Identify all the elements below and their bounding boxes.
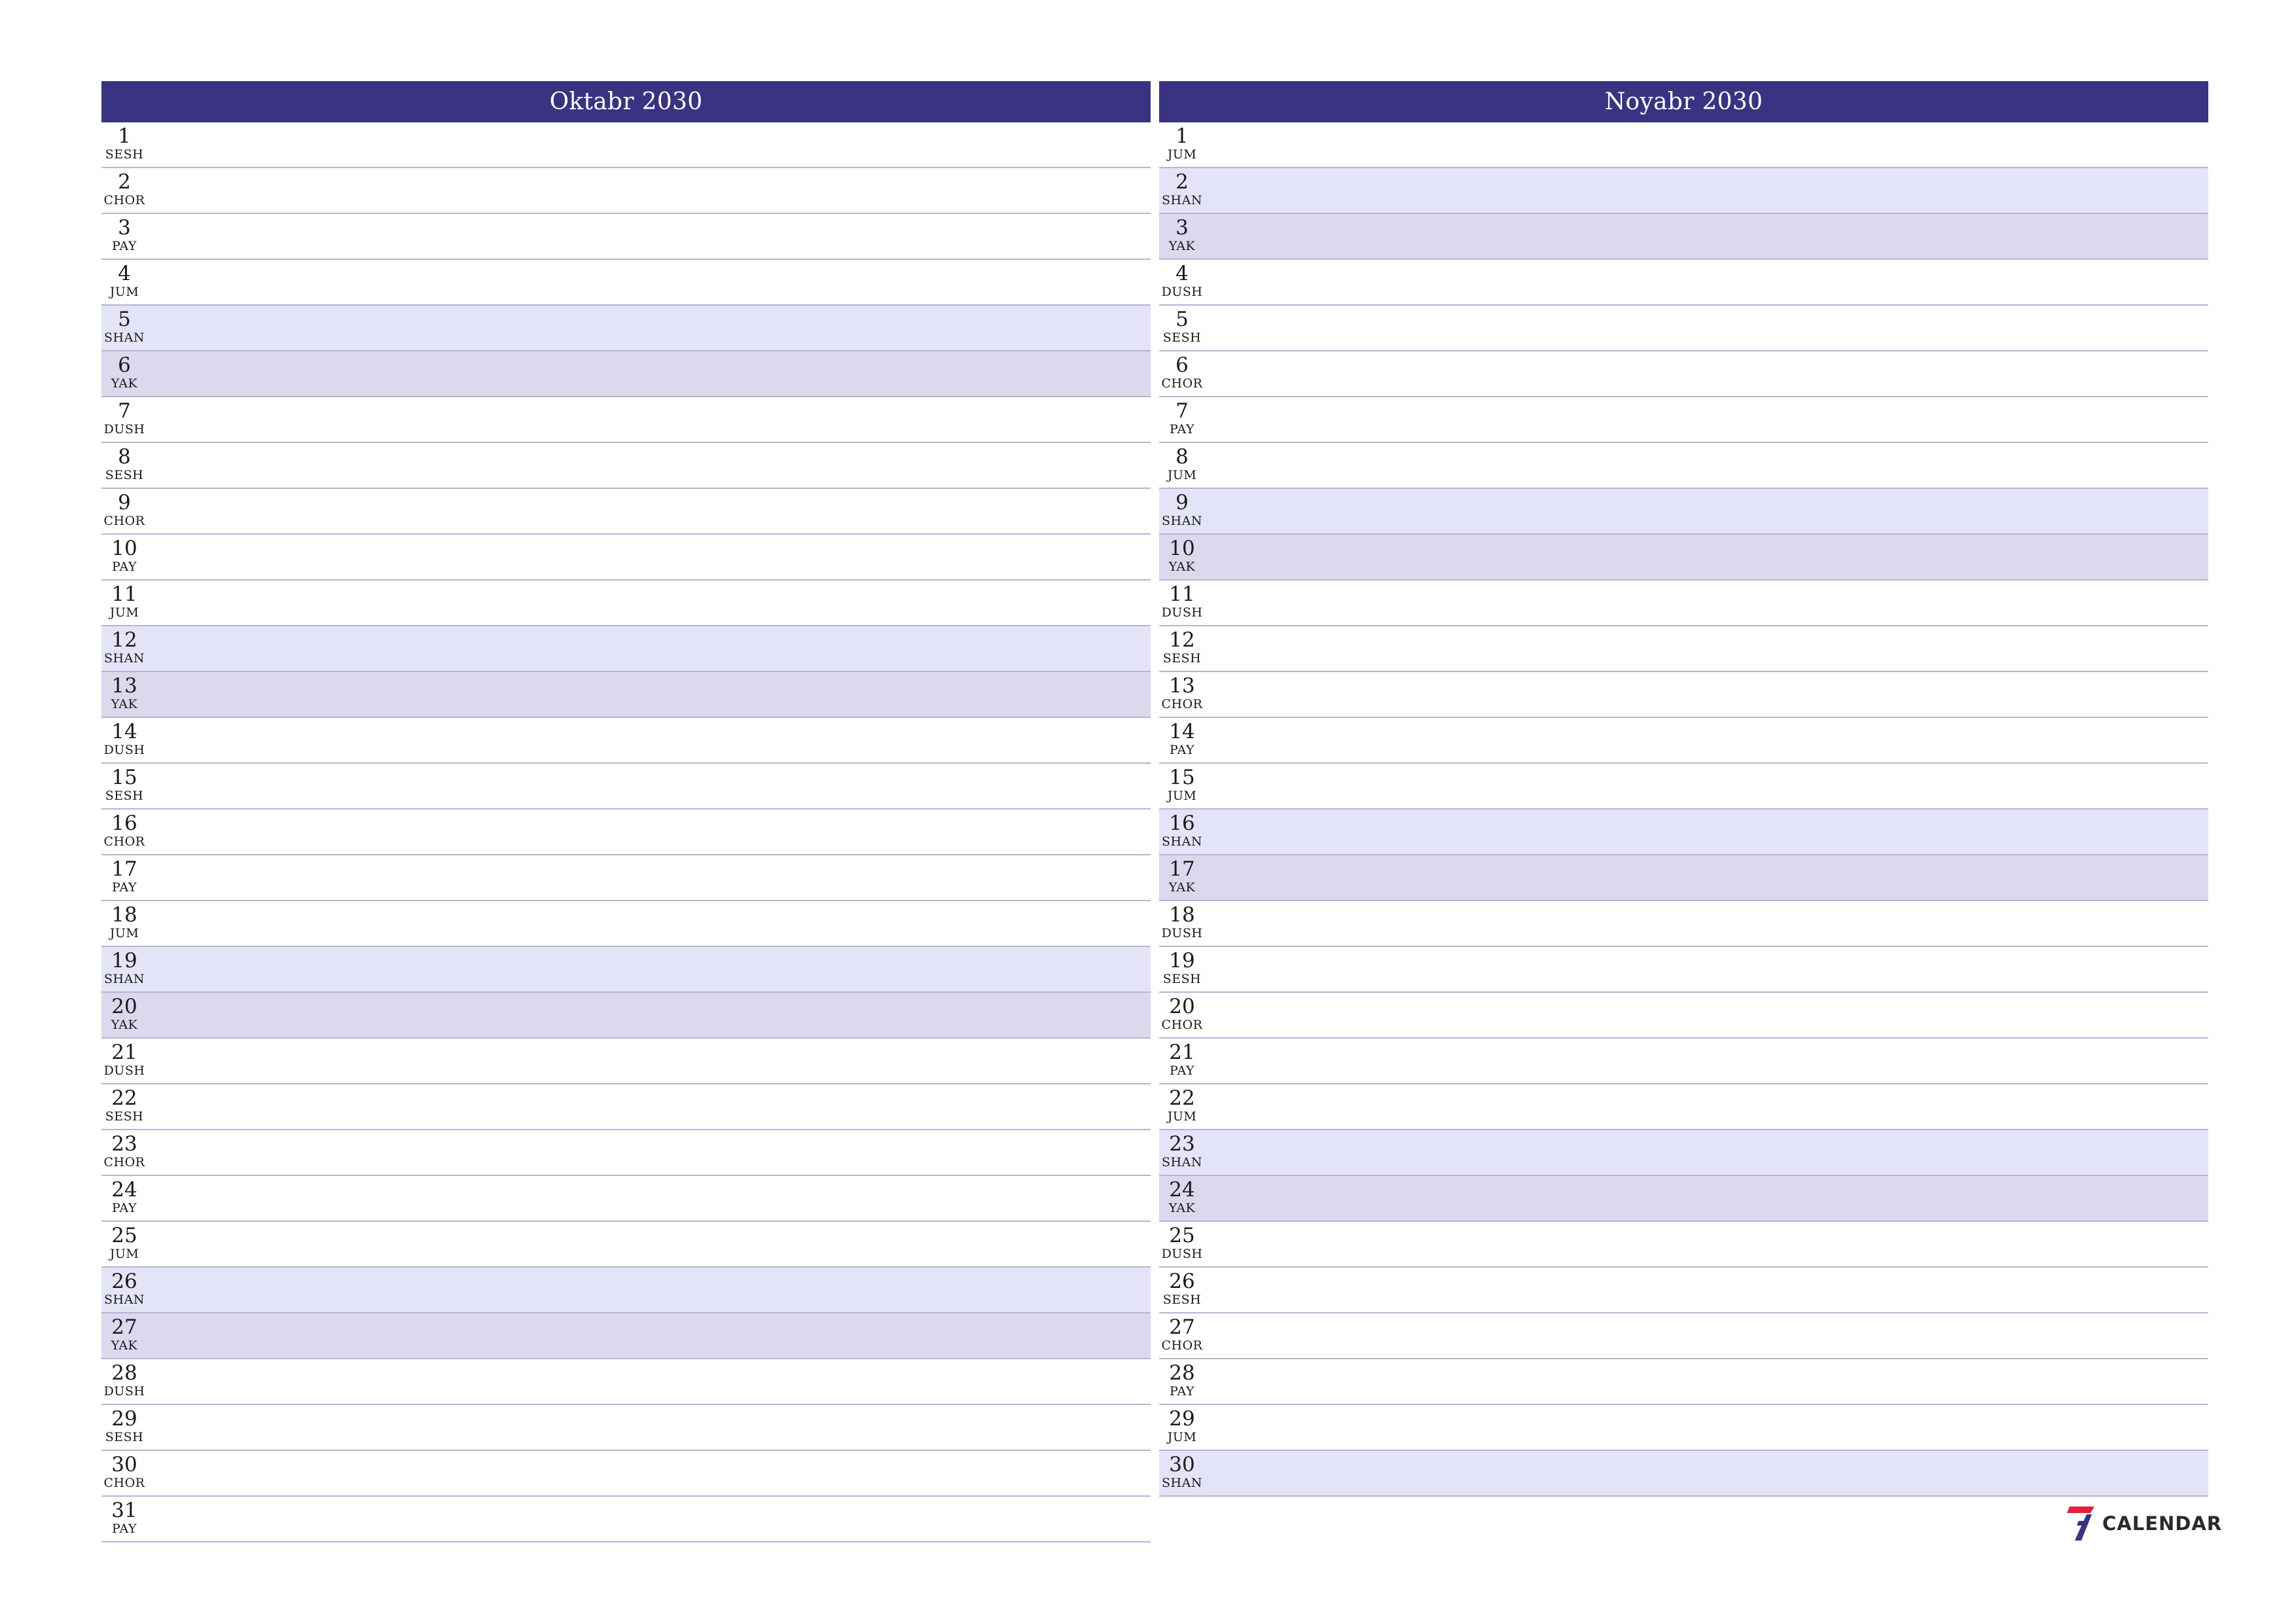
day-row [101, 214, 1151, 260]
day-label [1159, 1039, 1205, 1078]
day-row [101, 764, 1151, 810]
brand-logo [2067, 1505, 2222, 1542]
day-number: 29 [1169, 1407, 1195, 1431]
day-list [1159, 122, 2208, 1497]
weekday-name: SHAN [1162, 1476, 1202, 1490]
day-label [101, 489, 147, 528]
day-label [101, 718, 147, 757]
day-number: 3 [118, 216, 131, 240]
day-label [1159, 1313, 1205, 1353]
day-number: 2 [1175, 170, 1189, 194]
weekday-name: SESH [105, 468, 144, 482]
day-label [1159, 764, 1205, 803]
weekday-name: PAY [1169, 422, 1195, 437]
day-number: 15 [111, 766, 137, 789]
day-number: 6 [118, 353, 131, 377]
day-label [101, 764, 147, 803]
weekday-name: CHOR [103, 834, 145, 849]
day-number: 28 [1169, 1361, 1195, 1385]
day-number: 14 [111, 720, 137, 743]
weekday-name: SESH [1162, 972, 1202, 986]
day-row [1159, 764, 2208, 810]
weekday-name: YAK [111, 1018, 138, 1032]
weekday-name: DUSH [103, 743, 145, 757]
day-row [1159, 810, 2208, 855]
day-label [101, 1084, 147, 1124]
weekday-name: CHOR [103, 514, 145, 528]
weekday-name: PAY [1169, 1063, 1195, 1078]
day-row [1159, 397, 2208, 443]
weekday-name: JUM [1167, 147, 1197, 162]
day-number: 7 [1175, 399, 1189, 423]
weekday-name: CHOR [1161, 1338, 1203, 1353]
weekday-name: DUSH [103, 422, 145, 437]
weekday-name: CHOR [103, 1155, 145, 1169]
day-number: 25 [111, 1224, 137, 1247]
day-row [1159, 718, 2208, 764]
day-number: 28 [111, 1361, 137, 1385]
day-row [1159, 260, 2208, 306]
day-label [1159, 580, 1205, 620]
day-row [1159, 1359, 2208, 1405]
weekday-name: SESH [1162, 1293, 1202, 1307]
day-label [1159, 810, 1205, 849]
day-label [101, 993, 147, 1032]
day-row [101, 122, 1151, 168]
day-label [101, 535, 147, 574]
day-number: 9 [118, 491, 131, 514]
day-label [101, 855, 147, 895]
day-number: 9 [1175, 491, 1189, 514]
day-label [101, 1130, 147, 1169]
day-row [1159, 993, 2208, 1039]
day-label [1159, 672, 1205, 711]
day-label [1159, 993, 1205, 1032]
weekday-name: DUSH [103, 1384, 145, 1399]
day-row [101, 1039, 1151, 1084]
day-row [101, 718, 1151, 764]
weekday-name: JUM [109, 285, 139, 299]
day-number: 19 [111, 949, 137, 972]
day-row [101, 993, 1151, 1039]
day-row [101, 397, 1151, 443]
day-number: 23 [111, 1132, 137, 1156]
month-title: Noyabr 2030 [1159, 81, 2208, 122]
weekday-name: SHAN [1162, 834, 1202, 849]
weekday-name: PAY [111, 1522, 137, 1536]
day-label [1159, 1405, 1205, 1444]
weekday-name: SESH [105, 1430, 144, 1444]
day-label [101, 1497, 147, 1536]
day-label [1159, 1222, 1205, 1261]
day-label [101, 443, 147, 482]
weekday-name: DUSH [1161, 605, 1203, 620]
day-number: 17 [111, 857, 137, 881]
day-row [1159, 1176, 2208, 1222]
day-number: 14 [1169, 720, 1195, 743]
day-label [101, 626, 147, 666]
day-row [1159, 947, 2208, 993]
weekday-name: JUM [109, 1247, 139, 1261]
day-number: 13 [1169, 674, 1195, 698]
day-row [1159, 351, 2208, 397]
weekday-name: YAK [1168, 239, 1196, 253]
day-row [1159, 1222, 2208, 1268]
day-number: 18 [1169, 903, 1195, 927]
day-row [1159, 855, 2208, 901]
day-number: 11 [1169, 582, 1195, 606]
day-row [101, 1405, 1151, 1451]
day-label [101, 214, 147, 253]
day-label [1159, 260, 1205, 299]
weekday-name: PAY [111, 560, 137, 574]
weekday-name: PAY [111, 1201, 137, 1215]
weekday-name: SHAN [1162, 1155, 1202, 1169]
weekday-name: JUM [1167, 1109, 1197, 1124]
day-label [1159, 351, 1205, 391]
day-label [1159, 443, 1205, 482]
weekday-name: SESH [105, 789, 144, 803]
day-number: 5 [1175, 308, 1189, 331]
day-number: 8 [118, 445, 131, 469]
weekday-name: YAK [1168, 560, 1196, 574]
weekday-name: JUM [1167, 1430, 1197, 1444]
day-number: 10 [111, 537, 137, 560]
day-row [1159, 1313, 2208, 1359]
day-label [1159, 214, 1205, 253]
day-label [101, 168, 147, 207]
day-row [101, 1084, 1151, 1130]
day-number: 20 [1169, 995, 1195, 1018]
day-row [1159, 1084, 2208, 1130]
day-row [101, 1451, 1151, 1497]
day-number: 26 [111, 1270, 137, 1293]
weekday-name: SHAN [104, 1293, 145, 1307]
day-label [101, 1405, 147, 1444]
day-number: 22 [1169, 1086, 1195, 1110]
day-number: 26 [1169, 1270, 1195, 1293]
day-label [101, 1313, 147, 1353]
day-number: 21 [111, 1041, 137, 1064]
weekday-name: PAY [1169, 1384, 1195, 1399]
day-row [1159, 122, 2208, 168]
weekday-name: DUSH [1161, 285, 1203, 299]
day-label [101, 672, 147, 711]
weekday-name: CHOR [1161, 1018, 1203, 1032]
day-label [1159, 1359, 1205, 1399]
day-label [1159, 122, 1205, 162]
day-row [1159, 672, 2208, 718]
day-label [101, 1222, 147, 1261]
month-title: Oktabr 2030 [101, 81, 1151, 122]
weekday-name: JUM [1167, 468, 1197, 482]
day-row [101, 1497, 1151, 1543]
weekday-name: CHOR [1161, 697, 1203, 711]
day-label [101, 122, 147, 162]
day-label [1159, 168, 1205, 207]
weekday-name: CHOR [1161, 376, 1203, 391]
day-row [1159, 626, 2208, 672]
day-number: 30 [111, 1453, 137, 1476]
day-row [101, 855, 1151, 901]
day-label [1159, 718, 1205, 757]
day-label [1159, 397, 1205, 437]
day-label [101, 1176, 147, 1215]
day-number: 7 [118, 399, 131, 423]
day-number: 15 [1169, 766, 1195, 789]
day-number: 27 [1169, 1315, 1195, 1339]
day-label [101, 306, 147, 345]
day-number: 12 [1169, 628, 1195, 652]
day-label [101, 260, 147, 299]
day-row [101, 1130, 1151, 1176]
weekday-name: YAK [111, 1338, 138, 1353]
day-label [1159, 1451, 1205, 1490]
day-number: 29 [111, 1407, 137, 1431]
day-number: 24 [1169, 1178, 1195, 1202]
day-row [101, 489, 1151, 535]
month-october [101, 81, 1151, 1543]
day-number: 21 [1169, 1041, 1195, 1064]
day-row [101, 1176, 1151, 1222]
day-row [1159, 168, 2208, 214]
day-row [1159, 1451, 2208, 1497]
day-row [1159, 214, 2208, 260]
weekday-name: SESH [105, 1109, 144, 1124]
weekday-name: DUSH [103, 1063, 145, 1078]
day-number: 11 [111, 582, 137, 606]
day-row [1159, 1268, 2208, 1313]
day-row [101, 1222, 1151, 1268]
weekday-name: CHOR [103, 193, 145, 207]
weekday-name: SESH [105, 147, 144, 162]
weekday-name: PAY [111, 239, 137, 253]
day-label [101, 901, 147, 940]
day-number: 1 [118, 124, 131, 148]
weekday-name: JUM [1167, 789, 1197, 803]
day-label [1159, 306, 1205, 345]
day-label [101, 397, 147, 437]
day-row [101, 168, 1151, 214]
weekday-name: YAK [111, 697, 138, 711]
day-label [101, 810, 147, 849]
weekday-name: DUSH [1161, 1247, 1203, 1261]
day-row [101, 626, 1151, 672]
day-label [1159, 1130, 1205, 1169]
day-number: 19 [1169, 949, 1195, 972]
day-label [1159, 855, 1205, 895]
day-number: 13 [111, 674, 137, 698]
day-number: 4 [118, 262, 131, 285]
weekday-name: SHAN [1162, 193, 1202, 207]
day-number: 30 [1169, 1453, 1195, 1476]
day-row [101, 901, 1151, 947]
weekday-name: JUM [109, 926, 139, 940]
day-number: 27 [111, 1315, 137, 1339]
day-label [101, 1359, 147, 1399]
day-row [101, 351, 1151, 397]
day-row [1159, 443, 2208, 489]
day-row [1159, 901, 2208, 947]
weekday-name: PAY [111, 880, 137, 895]
day-row [1159, 1130, 2208, 1176]
day-row [101, 1268, 1151, 1313]
seven-calendar-logo-icon [2067, 1505, 2096, 1542]
day-list [101, 122, 1151, 1543]
day-number: 1 [1175, 124, 1189, 148]
day-number: 20 [111, 995, 137, 1018]
day-row [101, 535, 1151, 580]
weekday-name: PAY [1169, 743, 1195, 757]
day-row [101, 1313, 1151, 1359]
day-row [101, 1359, 1151, 1405]
day-label [101, 351, 147, 391]
day-row [101, 580, 1151, 626]
weekday-name: SESH [1162, 651, 1202, 666]
day-number: 18 [111, 903, 137, 927]
day-number: 17 [1169, 857, 1195, 881]
day-row [1159, 1405, 2208, 1451]
weekday-name: DUSH [1161, 926, 1203, 940]
weekday-name: YAK [111, 376, 138, 391]
weekday-name: SHAN [1162, 514, 1202, 528]
day-label [101, 1039, 147, 1078]
day-number: 16 [111, 812, 137, 835]
day-number: 31 [111, 1499, 137, 1522]
day-row [1159, 535, 2208, 580]
day-label [1159, 947, 1205, 986]
day-number: 16 [1169, 812, 1195, 835]
weekday-name: SHAN [104, 972, 145, 986]
day-label [101, 947, 147, 986]
day-label [1159, 535, 1205, 574]
day-row [101, 306, 1151, 351]
day-label [1159, 1084, 1205, 1124]
day-label [1159, 489, 1205, 528]
day-number: 25 [1169, 1224, 1195, 1247]
logo-text: CALENDAR [2102, 1512, 2223, 1535]
day-number: 2 [118, 170, 131, 194]
day-number: 8 [1175, 445, 1189, 469]
day-row [101, 443, 1151, 489]
day-label [101, 1268, 147, 1307]
day-label [1159, 901, 1205, 940]
weekday-name: SESH [1162, 330, 1202, 345]
day-number: 12 [111, 628, 137, 652]
day-row [101, 260, 1151, 306]
day-number: 23 [1169, 1132, 1195, 1156]
day-row [1159, 1039, 2208, 1084]
weekday-name: YAK [1168, 880, 1196, 895]
day-label [101, 1451, 147, 1490]
day-label [1159, 1176, 1205, 1215]
weekday-name: SHAN [104, 330, 145, 345]
day-number: 3 [1175, 216, 1189, 240]
day-label [101, 580, 147, 620]
day-number: 4 [1175, 262, 1189, 285]
day-number: 22 [111, 1086, 137, 1110]
day-number: 10 [1169, 537, 1195, 560]
day-number: 24 [111, 1178, 137, 1202]
weekday-name: SHAN [104, 651, 145, 666]
day-row [101, 947, 1151, 993]
day-row [101, 672, 1151, 718]
day-row [1159, 580, 2208, 626]
month-november [1159, 81, 2208, 1497]
weekday-name: CHOR [103, 1476, 145, 1490]
day-number: 6 [1175, 353, 1189, 377]
weekday-name: JUM [109, 605, 139, 620]
day-row [1159, 306, 2208, 351]
weekday-name: YAK [1168, 1201, 1196, 1215]
day-label [1159, 1268, 1205, 1307]
day-label [1159, 626, 1205, 666]
day-row [1159, 489, 2208, 535]
day-number: 5 [118, 308, 131, 331]
day-row [101, 810, 1151, 855]
